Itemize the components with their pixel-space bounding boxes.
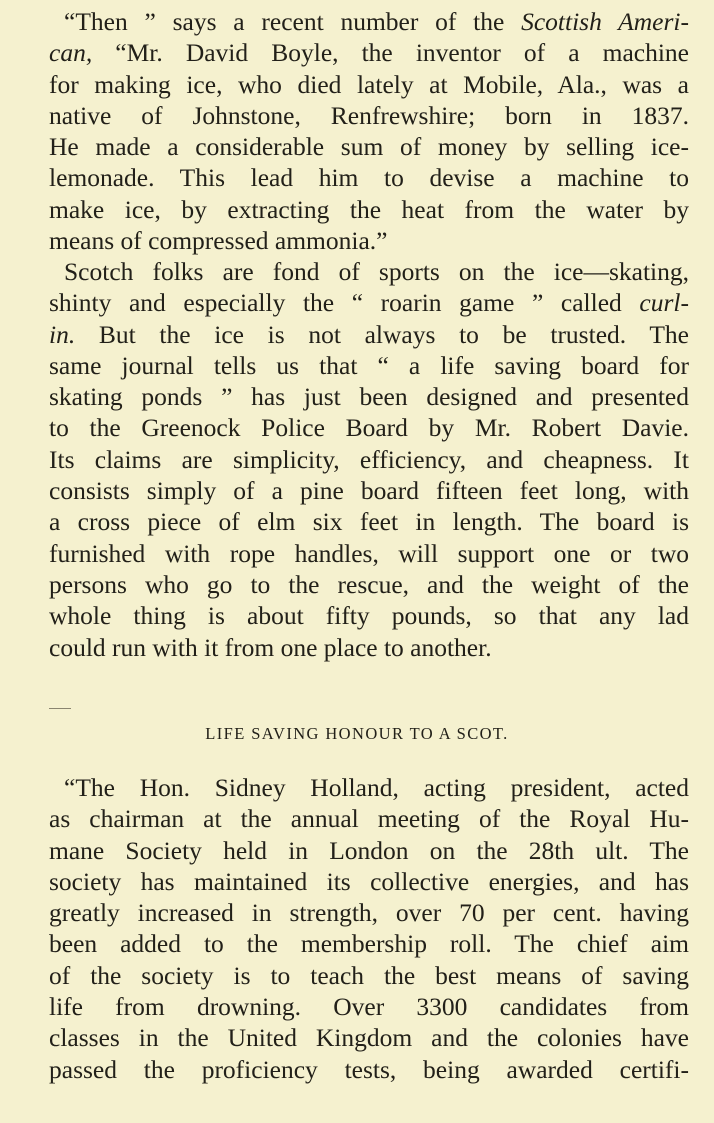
text-line: [49, 6, 689, 37]
text-line: skating ponds ” has just been designed and presented: [49, 382, 689, 412]
text-line: whole thing is about fifty pounds, so that any lad: [49, 601, 689, 631]
text-line: “The Hon. Sidney Holland, acting president, acted: [64, 773, 689, 802]
paragraph-curling-board: [49, 256, 689, 663]
text-span: But the ice is not always to be trusted. The: [75, 319, 689, 349]
text-line: mane Society held in London on the 28th ult. The: [49, 835, 689, 865]
text-line: as chairman at the annual meeting of the Royal Hu-: [49, 804, 689, 834]
text-line: to the Greenock Police Board by Mr. Robert Davie.: [49, 413, 689, 443]
text-line: of the society is to teach the best means of saving: [49, 960, 689, 990]
paragraph-royal-humane-society: [49, 772, 689, 1085]
section-heading: LIFE SAVING HONOUR TO A SCOT.: [205, 724, 509, 743]
text-line: been added to the membership roll. The chief aim: [49, 929, 689, 959]
text-line: a cross piece of elm six feet in length. The board is: [49, 507, 689, 537]
text-line: lemonade. This lead him to devise a machine to: [49, 163, 689, 193]
text-line: classes in the United Kingdom and the colonies have: [49, 1023, 689, 1053]
text-line: Its claims are simplicity, efficiency, and cheapness. It: [49, 444, 689, 474]
text-line: greatly increased in strength, over 70 per cent. having: [49, 898, 689, 928]
section-divider: [49, 708, 71, 709]
italic-publication-title: can,: [49, 38, 93, 68]
text-span: shinty and especially the “ roarin game ” called: [49, 288, 640, 318]
text-line: [49, 37, 689, 68]
text-line: [49, 287, 689, 318]
text-line: furnished with rope handles, will support one or two: [49, 538, 689, 568]
text-line: society has maintained its collective energies, and has: [49, 866, 689, 896]
text-line: could run with it from one place to another.: [49, 632, 492, 662]
italic-word: in.: [49, 319, 76, 349]
text-line: life from drowning. Over 3300 candidates from: [49, 992, 689, 1022]
text-line: persons who go to the rescue, and the weight of the: [49, 569, 689, 599]
text-line: means of compressed ammonia.”: [49, 226, 388, 256]
text-line: Scotch folks are fond of sports on the ice—skating,: [64, 257, 689, 286]
italic-word: curl-: [639, 288, 689, 318]
text-line: consists simply of a pine board fifteen feet long, with: [49, 476, 689, 506]
text-line: [49, 319, 689, 350]
italic-publication-title: Scottish Ameri-: [521, 7, 689, 36]
text-span: “Then ” says a recent number of the: [64, 7, 522, 36]
text-line: make ice, by extracting the heat from the water by: [49, 194, 689, 224]
text-line: passed the proficiency tests, being awarded certifi-: [49, 1054, 689, 1084]
text-line: He made a considerable sum of money by selling ice-: [49, 132, 689, 162]
text-line: native of Johnstone, Renfrewshire; born in 1837.: [49, 100, 689, 130]
text-line: same journal tells us that “ a life saving board for: [49, 350, 689, 380]
paragraph-scottish-american: [49, 6, 689, 256]
text-span: “Mr. David Boyle, the inventor of a machine: [92, 38, 689, 68]
text-line: for making ice, who died lately at Mobile, Ala., was a: [49, 69, 689, 99]
